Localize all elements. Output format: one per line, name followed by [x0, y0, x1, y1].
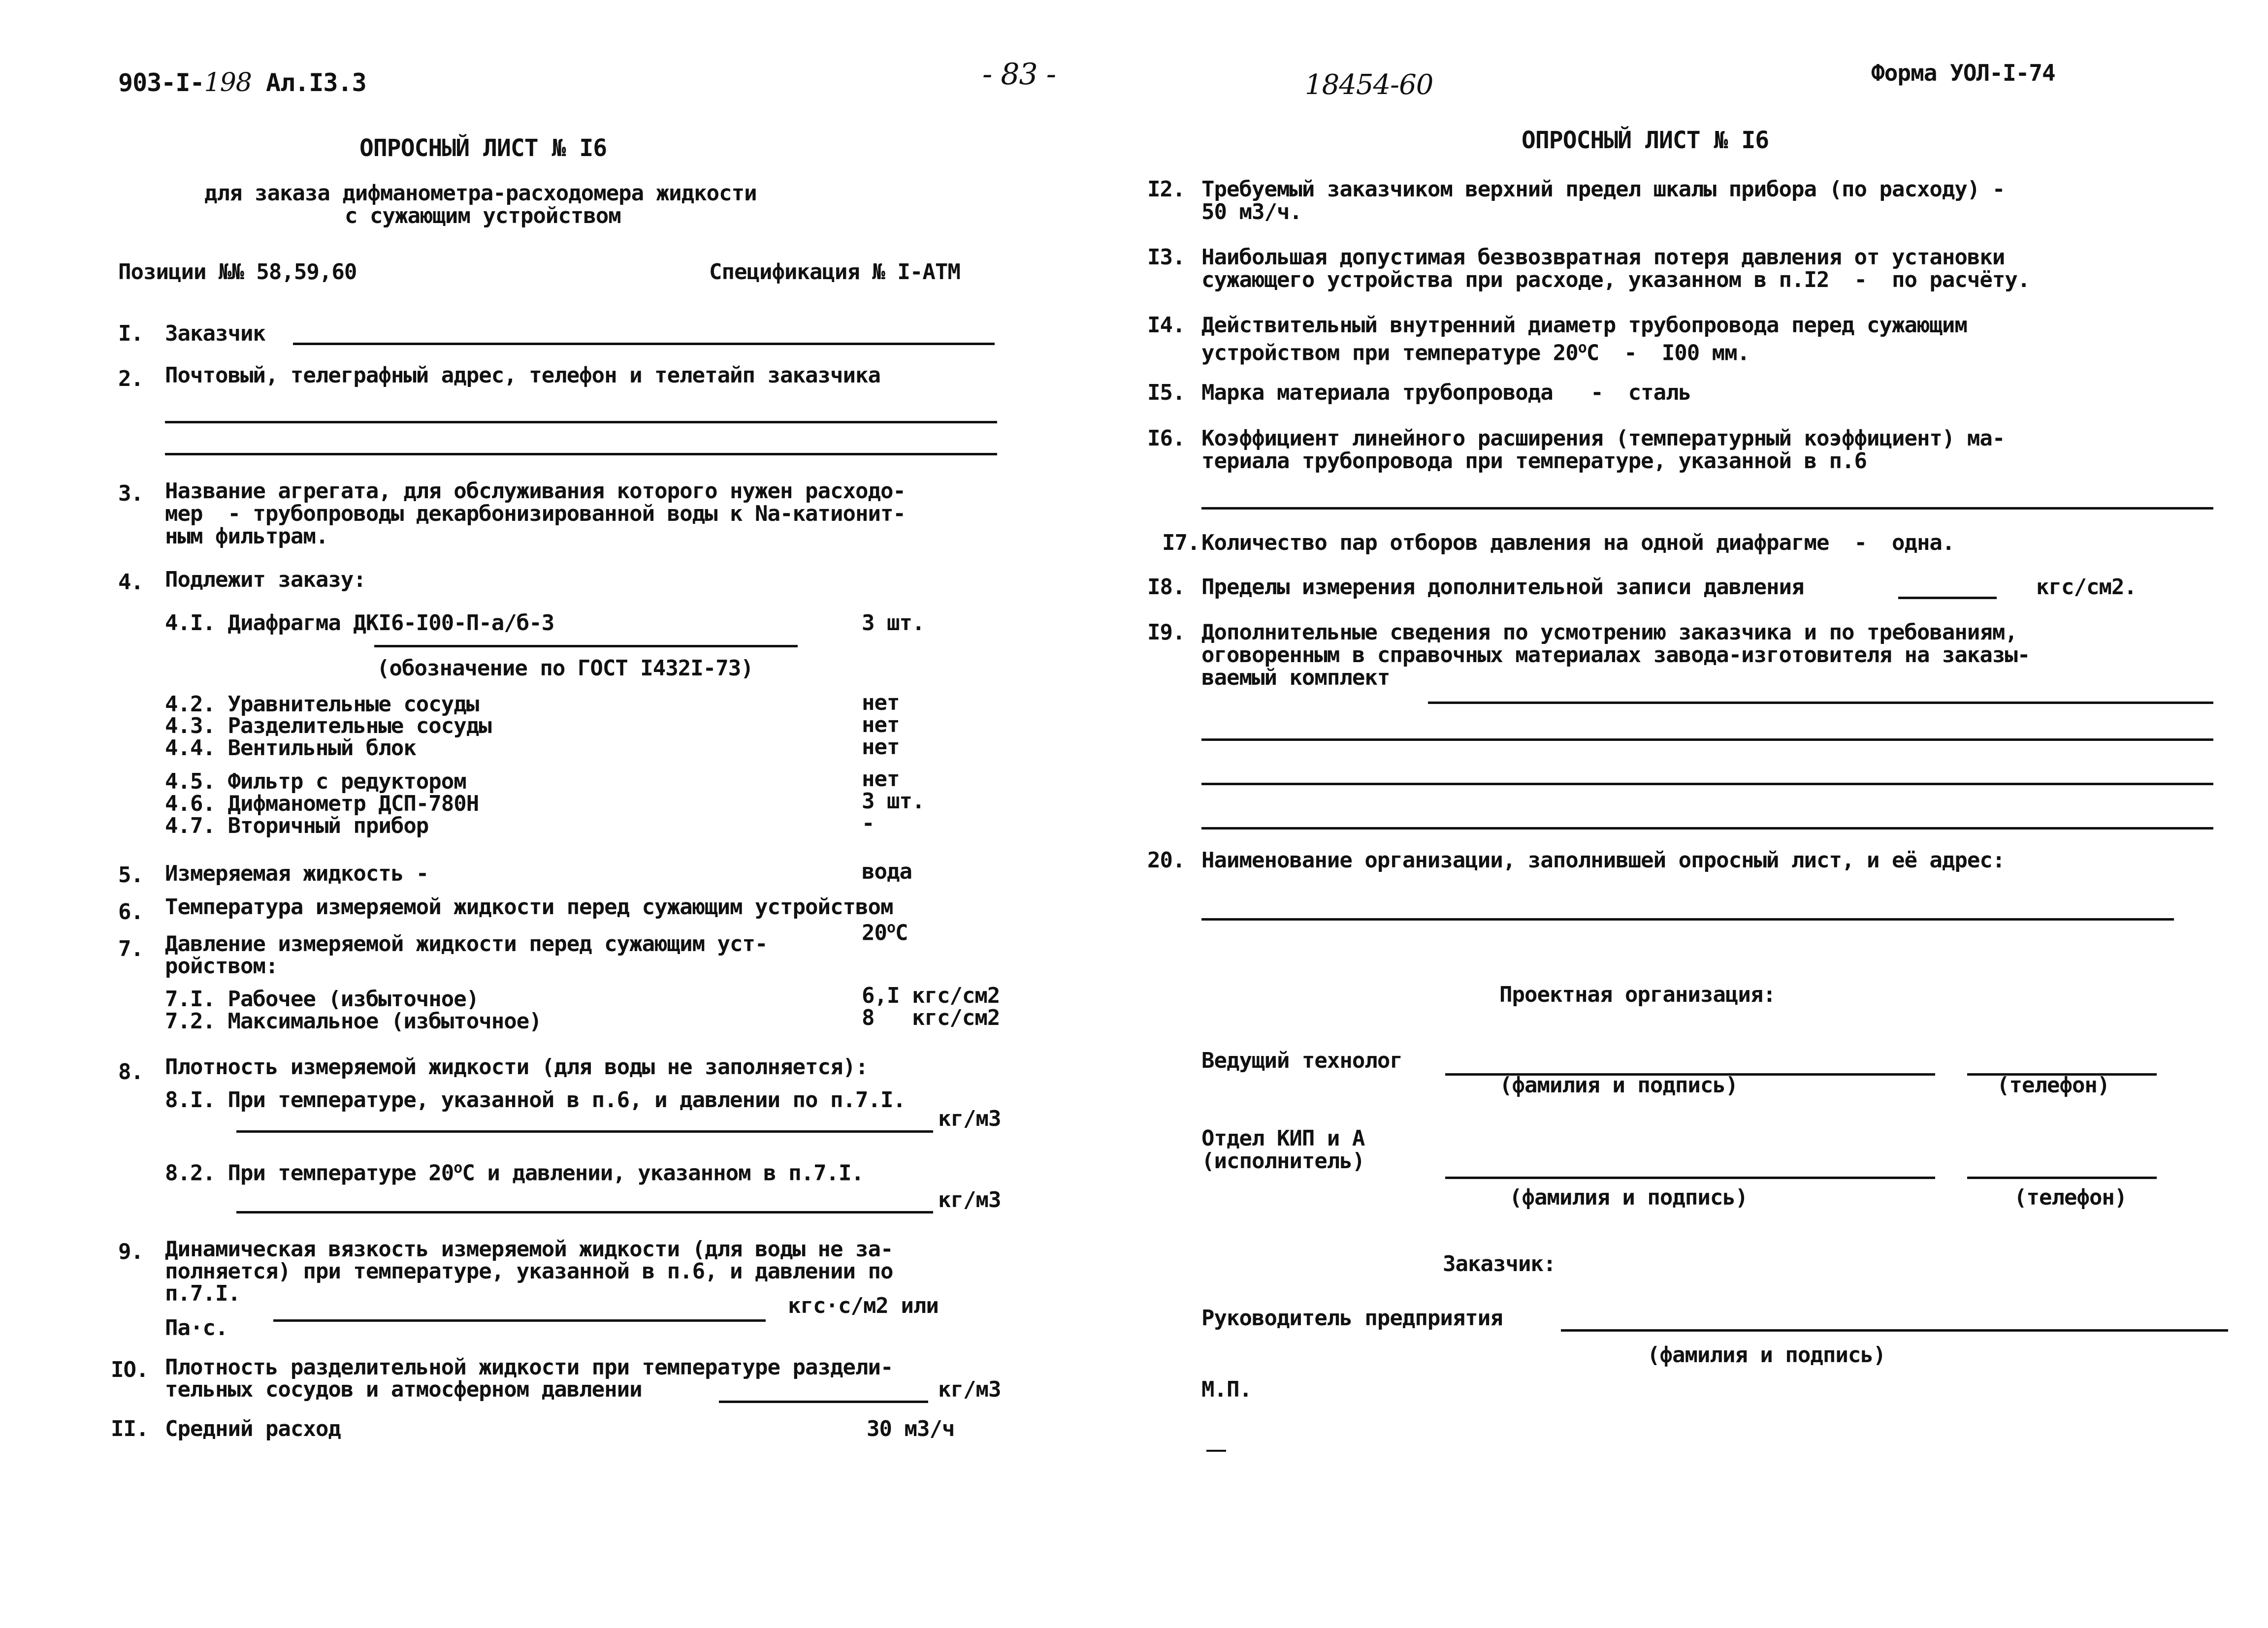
pressure-loss-line: сужающего устройства при расходе, указанном в п.I2 - по расчёту.: [1201, 267, 2030, 292]
item-number: 9.: [118, 1239, 143, 1264]
additional-record-field-line: [1898, 597, 1997, 599]
pressure-taps: Количество пар отборов давления на одной диафрагме - одна.: [1201, 530, 1955, 555]
kip-sign-line: [1445, 1177, 1935, 1179]
separating-density-unit: кг/м3: [938, 1377, 1001, 1402]
additional-info-field-line: [1201, 738, 2213, 741]
separating-density-label: Плотность разделительной жидкости при температуре раздели-: [165, 1355, 893, 1380]
separating-density-field-line: [719, 1401, 928, 1403]
scale-limit-line: 50 м3/ч.: [1201, 199, 1302, 224]
head-sign-line: [1561, 1329, 2228, 1332]
pressure-loss-line: Наибольшая допустимая безвозвратная потеря давления от установки: [1201, 245, 2005, 270]
pressure-label: Давление измеряемой жидкости перед сужающим уст-: [165, 931, 768, 957]
viscosity-label: полняется) при температуре, указанной в п.6, и давлении по: [165, 1259, 893, 1284]
density-item: 8.2. При температуре 20$^o$С и давлении, указанном в п.7.I.: [165, 1159, 864, 1186]
unit-name-line: ным фильтрам.: [165, 524, 328, 549]
additional-record-unit: кгс/см2.: [2036, 575, 2137, 600]
additional-info-field-line: [1201, 827, 2213, 830]
temperature-value: 20$^o$C: [862, 919, 908, 946]
order-label: Подлежит заказу:: [165, 567, 366, 592]
item-number: 4.: [118, 570, 143, 595]
positions: Позиции №№ 58,59,60: [118, 259, 357, 285]
name-signature-caption: (фамилия и подпись): [1499, 1073, 1738, 1098]
address-field-line: [165, 453, 997, 455]
liquid-value: вода: [862, 859, 912, 884]
order-item: 4.6. Дифманометр ДСП-780Н: [165, 791, 479, 816]
customer-label: Заказчик: [165, 321, 265, 346]
name-signature-caption: (фамилия и подпись): [1647, 1342, 1886, 1368]
stray-mark: [1206, 1450, 1226, 1452]
order-item-value: нет: [862, 690, 900, 715]
item-number: 2.: [118, 366, 143, 391]
scale-limit-line: Требуемый заказчиком верхний предел шкалы прибора (по расходу) -: [1201, 177, 2005, 202]
order-item-underline: [374, 645, 798, 647]
viscosity-field-line: [273, 1319, 766, 1322]
item-number: 6.: [118, 899, 143, 925]
order-item-value: 3 шт.: [862, 789, 925, 814]
item-number: I8.: [1147, 575, 1185, 600]
item-number: I9.: [1147, 620, 1185, 645]
order-item-value: нет: [862, 712, 900, 737]
organization-field-line: [1201, 918, 2174, 921]
customer-field-line: [293, 343, 995, 345]
pressure-item: 7.I. Рабочее (избыточное): [165, 987, 479, 1012]
right-page: [1133, 0, 2268, 1628]
item-number: I6.: [1147, 426, 1185, 451]
customer-heading: Заказчик:: [1443, 1251, 1556, 1277]
unit-name-line: Название агрегата, для обслуживания которого нужен расходо-: [165, 479, 906, 504]
diameter-line: устройством при температуре 20$^o$С - I00 мм.: [1201, 339, 1750, 366]
additional-info-line: ваемый комплект: [1201, 665, 1390, 690]
item-number: I5.: [1147, 380, 1185, 405]
pressure-label: ройством:: [165, 954, 278, 979]
order-item: 4.7. Вторичный прибор: [165, 813, 429, 838]
liquid-label: Измеряемая жидкость -: [165, 861, 429, 886]
additional-info-line: Дополнительные сведения по усмотрению заказчика и по требованиям,: [1201, 620, 2017, 645]
viscosity-unit-alt: Па·с.: [165, 1315, 228, 1341]
seal-place: М.П.: [1201, 1377, 1252, 1402]
item-number: 7.: [118, 936, 143, 961]
item-number: II.: [111, 1416, 149, 1441]
additional-record-label: Пределы измерения дополнительной записи давления: [1201, 575, 1804, 600]
separating-density-label: тельных сосудов и атмосферном давлении: [165, 1377, 642, 1402]
pipe-material: Марка материала трубопровода - сталь: [1201, 380, 1691, 405]
pressure-value: 6,I кгс/см2: [862, 983, 1000, 1008]
expansion-coefficient-field-line: [1201, 507, 2213, 510]
item-number: I.: [118, 321, 143, 346]
density-label: Плотность измеряемой жидкости (для воды не заполняется):: [165, 1054, 868, 1080]
address-label: Почтовый, телеграфный адрес, телефон и телетайп заказчика: [165, 363, 880, 388]
order-item-value: -: [862, 811, 875, 836]
order-item: 4.3. Разделительные сосуды: [165, 713, 491, 738]
kip-phone-line: [1967, 1177, 2157, 1179]
page-number: - 83 -: [982, 57, 1056, 92]
density-field-line: [236, 1130, 933, 1133]
subtitle-line-2: с сужающим устройством: [345, 203, 621, 228]
order-item-value: нет: [862, 734, 900, 760]
item-number: 5.: [118, 862, 143, 888]
additional-info-field-line: [1428, 702, 2213, 704]
head-of-enterprise-label: Руководитель предприятия: [1201, 1306, 1503, 1331]
additional-info-field-line: [1201, 783, 2213, 785]
design-organization: Проектная организация:: [1499, 982, 1776, 1007]
item-number: I7.: [1162, 530, 1200, 555]
item-number: 8.: [118, 1059, 143, 1085]
handwritten-code: 18454-60: [1305, 69, 1433, 101]
item-number: 20.: [1147, 848, 1185, 873]
organization-label: Наименование организации, заполнившей опросный лист, и её адрес:: [1201, 848, 2005, 873]
phone-caption: (телефон): [1997, 1073, 2110, 1098]
document-code: 903-I-198 Ал.I3.3: [118, 68, 366, 97]
viscosity-unit: кгс·с/м2 или: [788, 1293, 939, 1318]
item-number: 3.: [118, 481, 143, 506]
item-number: I3.: [1147, 245, 1185, 270]
order-item: 4.5. Фильтр с редуктором: [165, 769, 466, 794]
order-item: 4.2. Уравнительные сосуды: [165, 692, 479, 717]
order-item: 4.I. Диафрагма ДКI6-I00-П-а/б-3: [165, 610, 554, 636]
left-page: [0, 0, 1133, 1628]
pressure-item: 7.2. Максимальное (избыточное): [165, 1009, 542, 1034]
temperature-label: Температура измеряемой жидкости перед сужающим устройством: [165, 894, 893, 920]
subtitle-line-1: для заказа дифманометра-расходомера жидкости: [204, 181, 757, 206]
additional-info-line: оговоренным в справочных материалах завода-изготовителя на заказы-: [1201, 642, 2030, 668]
density-unit: кг/м3: [938, 1106, 1001, 1131]
expansion-coefficient-line: Коэффициент линейного расширения (температурный коэффициент) ма-: [1201, 426, 2005, 451]
density-field-line: [236, 1211, 933, 1213]
item-number: I4.: [1147, 313, 1185, 338]
item-number: IO.: [111, 1357, 149, 1382]
item-number: I2.: [1147, 177, 1185, 202]
average-flow-label: Средний расход: [165, 1416, 341, 1441]
specification: Спецификация № I-АТМ: [709, 259, 960, 285]
order-item-value: нет: [862, 766, 900, 792]
density-unit: кг/м3: [938, 1187, 1001, 1213]
unit-name-line: мер - трубопроводы декарбонизированной воды к Na-катионит-: [165, 501, 906, 526]
gost-note: (обозначение по ГОСТ I432I-73): [377, 656, 753, 681]
average-flow-value: 30 м3/ч: [867, 1416, 955, 1441]
name-signature-caption: (фамилия и подпись): [1509, 1185, 1748, 1210]
questionnaire-title: ОПРОСНЫЙ ЛИСТ № I6: [359, 134, 607, 162]
address-field-line: [165, 421, 997, 423]
phone-caption: (телефон): [2014, 1185, 2127, 1210]
questionnaire-title: ОПРОСНЫЙ ЛИСТ № I6: [1522, 127, 1769, 154]
lead-technologist-label: Ведущий технолог: [1201, 1048, 1402, 1073]
viscosity-label: п.7.I.: [165, 1281, 240, 1306]
kip-department-label: (исполнитель): [1201, 1149, 1365, 1174]
viscosity-label: Динамическая вязкость измеряемой жидкости (для воды не за-: [165, 1237, 893, 1262]
kip-department-label: Отдел КИП и А: [1201, 1126, 1365, 1151]
order-item-value: 3 шт.: [862, 610, 925, 636]
pressure-value: 8 кгс/см2: [862, 1005, 1000, 1030]
expansion-coefficient-line: териала трубопровода при температуре, указанной в п.6: [1201, 448, 1867, 474]
density-item: 8.I. При температуре, указанной в п.6, и давлении по п.7.I.: [165, 1087, 906, 1113]
form-code: Форма УОЛ-I-74: [1871, 60, 2055, 86]
diameter-line: Действительный внутренний диаметр трубопровода перед сужающим: [1201, 313, 1967, 338]
order-item: 4.4. Вентильный блок: [165, 735, 416, 761]
